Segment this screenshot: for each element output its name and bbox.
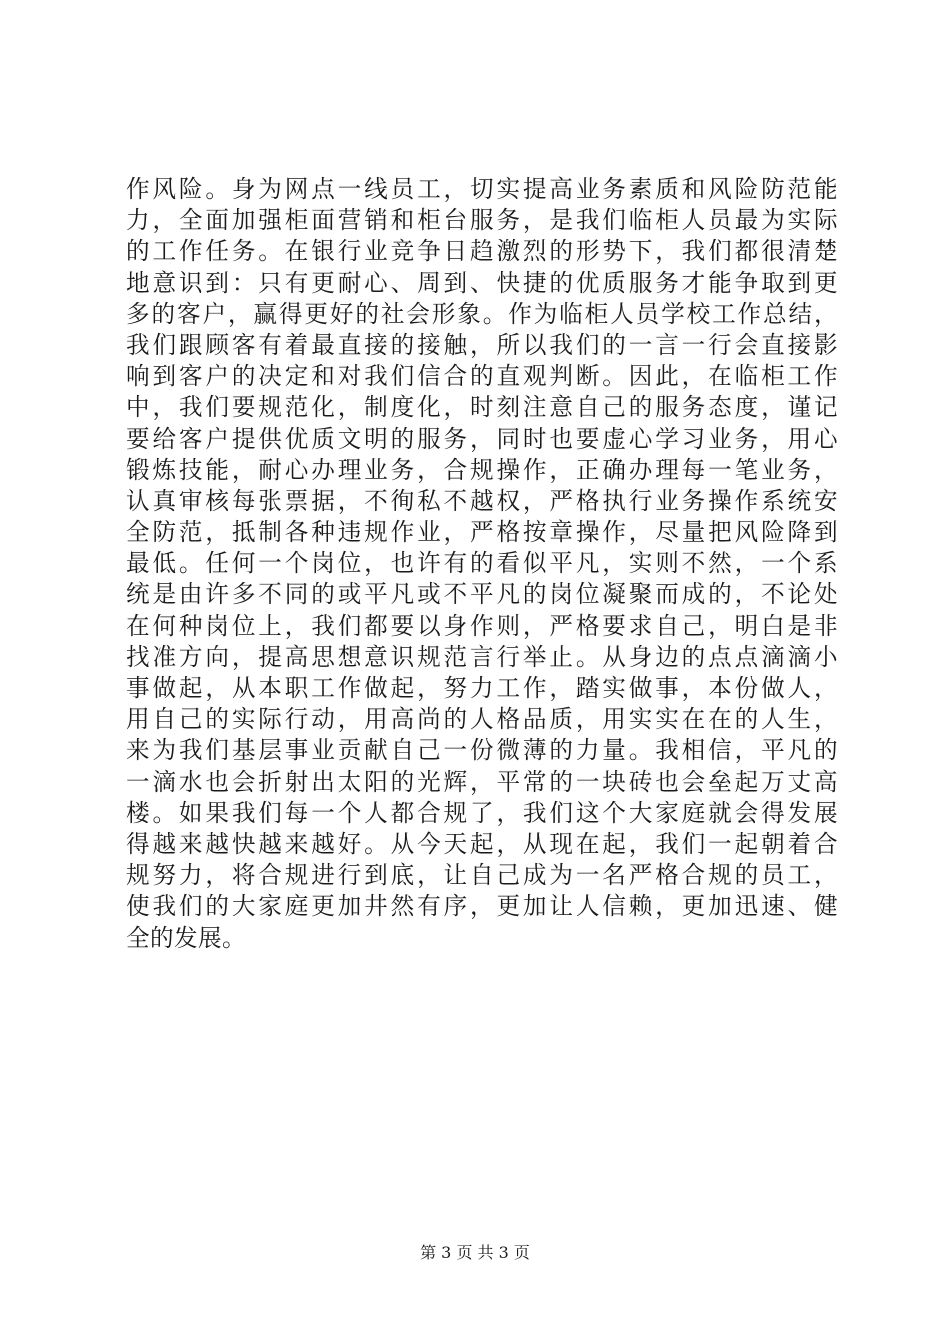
text-line: 力，全面加强柜面营销和柜台服务，是我们临柜人员最为实际 — [126, 206, 838, 235]
text-line: 多的客户，赢得更好的社会形象。作为临柜人员学校工作总结， — [126, 299, 838, 328]
text-line: 全防范，抵制各种违规作业，严格按章操作，尽量把风险降到 — [126, 518, 838, 547]
text-line: 锻炼技能，耐心办理业务，合规操作，正确办理每一笔业务， — [126, 455, 838, 484]
text-line: 响到客户的决定和对我们信合的直观判断。因此，在临柜工作 — [126, 362, 838, 391]
text-line: 认真审核每张票据，不徇私不越权，严格执行业务操作系统安 — [126, 486, 838, 515]
text-line: 地意识到：只有更耐心、周到、快捷的优质服务才能争取到更 — [126, 268, 838, 297]
text-line: 用自己的实际行动，用高尚的人格品质，用实实在在的人生， — [126, 705, 838, 734]
text-line: 最低。任何一个岗位，也许有的看似平凡，实则不然，一个系 — [126, 549, 838, 578]
text-line: 要给客户提供优质文明的服务，同时也要虚心学习业务，用心 — [126, 424, 838, 453]
text-line: 统是由许多不同的或平凡或不平凡的岗位凝聚而成的，不论处 — [126, 580, 838, 609]
text-line: 事做起，从本职工作做起，努力工作，踏实做事，本份做人， — [126, 674, 838, 702]
page-footer: 第 3 页 共 3 页 — [420, 1243, 530, 1262]
text-line: 全的发展。 — [126, 923, 246, 952]
text-line: 中，我们要规范化，制度化，时刻注意自己的服务态度，谨记 — [126, 393, 838, 422]
text-line: 来为我们基层事业贡献自己一份微薄的力量。我相信，平凡的 — [126, 736, 838, 765]
text-line: 在何种岗位上，我们都要以身作则，严格要求自己，明白是非 — [126, 611, 838, 640]
text-line: 楼。如果我们每一个人都合规了，我们这个大家庭就会得发展 — [126, 798, 838, 827]
text-line: 找准方向，提高思想意识规范言行举止。从身边的点点滴滴小 — [126, 642, 838, 671]
text-line: 得越来越快越来越好。从今天起，从现在起，我们一起朝着合 — [126, 829, 838, 858]
text-line: 我们跟顾客有着最直接的接触，所以我们的一言一行会直接影 — [126, 330, 838, 359]
text-line: 规努力，将合规进行到底，让自己成为一名严格合规的员工， — [126, 861, 838, 890]
body-paragraph — [126, 174, 838, 954]
text-line: 作风险。身为网点一线员工，切实提高业务素质和风险防范能 — [126, 175, 838, 203]
text-line: 使我们的大家庭更加井然有序，更加让人信赖，更加迅速、健 — [126, 892, 838, 921]
text-line: 的工作任务。在银行业竞争日趋激烈的形势下，我们都很清楚 — [126, 237, 838, 266]
text-line: 一滴水也会折射出太阳的光辉，平常的一块砖也会垒起万丈高 — [126, 767, 838, 796]
